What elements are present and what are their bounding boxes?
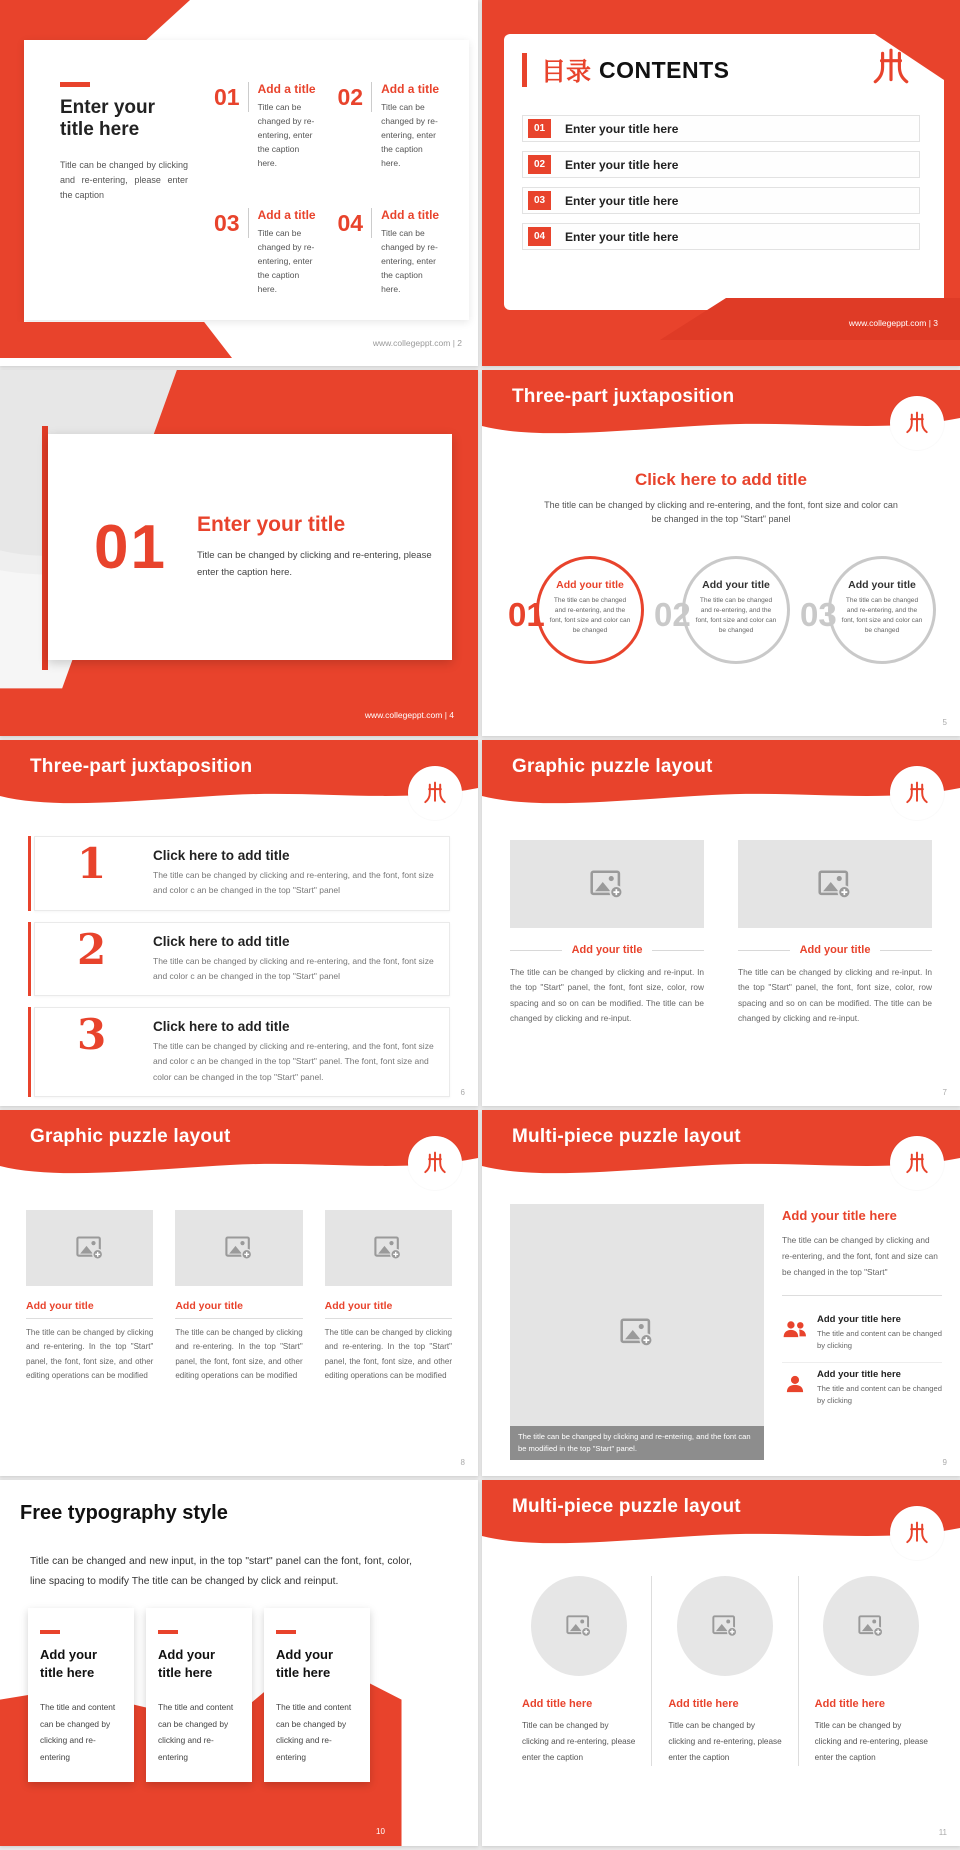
curved-header — [0, 1110, 478, 1190]
accent-bar — [522, 53, 527, 87]
column-caption: The title can be changed by clicking and re-input. In the top "Start" panel, the font, font size, color, row spacing and so on can be modified. The title can be changed by clicking and re-input. — [738, 967, 932, 1024]
column-caption: Title can be changed by clicking and re-entering, please enter the caption — [668, 1721, 782, 1762]
toc-number: 03 — [528, 191, 551, 210]
logo-bubble — [408, 766, 462, 820]
accent-dash — [158, 1630, 178, 1634]
page-number: 5 — [942, 718, 947, 727]
column-title: Add title here — [668, 1698, 739, 1710]
add-image-icon — [225, 1236, 253, 1260]
toc-label: Enter your title here — [565, 121, 679, 136]
toc-label: Enter your title here — [565, 229, 679, 244]
right-column-title: Add your title here — [782, 1208, 897, 1223]
slide-header-title: Graphic puzzle layout — [512, 756, 713, 777]
item-number: 03 — [214, 208, 249, 238]
slide1-title: Enter your title here — [60, 97, 156, 141]
add-image-icon — [818, 870, 852, 899]
add-image-icon — [858, 1615, 884, 1637]
feature-title: Add your title here — [817, 1313, 901, 1325]
university-emblem-icon — [904, 780, 930, 806]
divider-line — [510, 950, 562, 951]
circle-caption: The title can be changed and re-entering, and the font, font size and color can be changed — [549, 597, 631, 634]
divider-line — [26, 1318, 153, 1319]
image-placeholder — [738, 840, 932, 928]
divider-line — [738, 950, 790, 951]
image-placeholder — [823, 1576, 919, 1676]
page-number: 9 — [942, 1458, 947, 1467]
content-title: Click here to add title — [635, 470, 807, 489]
toc-label: Enter your title here — [565, 193, 679, 208]
card-caption: The title and content can be changed by clicking and re-entering — [276, 1702, 352, 1762]
slide-footer: www.collegeppt.com | 4 — [364, 710, 454, 720]
page-number: 11 — [938, 1828, 947, 1837]
divider-line — [175, 1318, 302, 1319]
text-card — [146, 1608, 252, 1782]
curved-header — [0, 740, 478, 820]
item-title: Add a title — [257, 208, 316, 222]
users-icon — [782, 1318, 808, 1340]
toc-row — [522, 187, 920, 214]
logo-bubble — [890, 766, 944, 820]
column-caption: The title can be changed by clicking and re-entering. In the top "Start" panel, the font, font size, and other editing operations can be modified — [26, 1328, 154, 1381]
content-subtitle: The title can be changed by clicking and re-entering, and the font, font size and color can be changed in the top "Start" panel — [544, 500, 898, 525]
red-footer-wedge — [0, 322, 232, 358]
toc-row — [522, 151, 920, 178]
red-corner-shape — [0, 0, 190, 40]
accent-dash — [276, 1630, 296, 1634]
list-item — [338, 208, 444, 320]
slide3-content-card — [48, 434, 452, 660]
slide-footer: www.collegeppt.com | 3 — [848, 318, 938, 328]
image-column — [325, 1210, 452, 1384]
item-title: Click here to add title — [153, 1019, 290, 1035]
card-caption: The title and content can be changed by clicking and re-entering — [158, 1702, 234, 1762]
circle-title: Add your title — [556, 579, 624, 591]
university-emblem-icon — [870, 46, 912, 88]
red-left-strip — [0, 0, 24, 358]
slide-header-title: Graphic puzzle layout — [30, 1126, 231, 1147]
circle-item — [508, 548, 654, 678]
image-placeholder — [677, 1576, 773, 1676]
toc-number: 04 — [528, 227, 551, 246]
toc-row — [522, 223, 920, 250]
item-caption: Title can be changed by re-entering, enter the caption here. — [257, 228, 315, 295]
card-title: Add your title here — [158, 1647, 216, 1680]
university-emblem-icon — [904, 1520, 930, 1546]
page-number: 8 — [460, 1458, 465, 1467]
user-icon — [782, 1373, 808, 1395]
add-image-icon — [620, 1318, 654, 1347]
column-title: Add title here — [522, 1698, 593, 1710]
slide-preview-2[interactable] — [482, 0, 960, 366]
circle-title: Add your title — [702, 579, 770, 591]
text-card — [28, 1608, 134, 1782]
contents-title-en: CONTENTS — [599, 56, 730, 83]
column-caption: Title can be changed by clicking and re-entering, please enter the caption — [522, 1721, 636, 1762]
add-image-icon — [566, 1615, 592, 1637]
circle-column — [798, 1576, 944, 1766]
slide-header-title: Three-part juxtaposition — [512, 386, 735, 407]
curved-header — [482, 740, 960, 820]
accent-dash — [60, 82, 90, 87]
curved-header — [482, 1110, 960, 1190]
item-title: Add a title — [381, 82, 440, 96]
university-emblem-icon — [904, 410, 930, 436]
slide1-content-card — [24, 40, 469, 320]
circle-caption: The title can be changed and re-entering, and the font, font size and color can be changed — [695, 597, 777, 634]
image-placeholder — [531, 1576, 627, 1676]
column-title: Add your title — [571, 944, 643, 956]
circle-caption: The title can be changed and re-entering, and the font, font size and color can be changed — [841, 597, 923, 634]
curved-header — [482, 1480, 960, 1560]
item-caption: The title can be changed by clicking and re-entering, and the font, font size and color c an be changed in the top "Start" panel — [153, 870, 434, 896]
item-caption: The title can be changed by clicking and re-entering, and the font, font size and color c an be changed in the top "Start" panel. The font, font size and color can be changed in the top "Start" panel. — [153, 1041, 434, 1082]
item-number: 3 — [77, 1010, 107, 1060]
toc-number: 01 — [528, 119, 551, 138]
item-title: Add a title — [257, 82, 316, 96]
column-title: Add your title — [799, 944, 871, 956]
page-number: 7 — [942, 1088, 947, 1097]
circle-column — [651, 1576, 797, 1766]
toc-number: 02 — [528, 155, 551, 174]
add-image-icon — [712, 1615, 738, 1637]
column-caption: The title can be changed by clicking and re-input. In the top "Start" panel, the font, font size, color, row spacing and so on can be modified. The title can be changed by clicking and re-input. — [510, 967, 704, 1024]
slide-header-title: Three-part juxtaposition — [30, 756, 253, 777]
image-column — [738, 840, 932, 1026]
circle-number: 02 — [654, 596, 691, 633]
item-caption: Title can be changed by re-entering, enter the caption here. — [257, 102, 315, 169]
column-caption: The title can be changed by clicking and re-entering. In the top "Start" panel, the font, font size, and other editing operations can be modified — [324, 1328, 452, 1381]
image-column — [510, 840, 704, 1026]
circle-number: 01 — [508, 596, 545, 633]
circle-column — [506, 1576, 651, 1766]
slide1-caption: Title can be changed by clicking and re-entering, please enter the caption — [60, 159, 188, 201]
slide-preview-1[interactable] — [0, 0, 478, 366]
right-column-caption: The title can be changed by clicking and re-entering, and the font, font and size can be changed in the top "Start" — [782, 1235, 938, 1278]
item-caption: Title can be changed by re-entering, enter the caption here. — [381, 102, 438, 169]
feature-caption: The title and content can be changed by clicking — [817, 1383, 942, 1405]
image-column — [26, 1210, 153, 1384]
image-placeholder — [510, 840, 704, 928]
section-caption: Title can be changed by clicking and re-entering, please enter the caption here. — [196, 549, 432, 578]
feature-item — [782, 1363, 942, 1417]
divider-line — [880, 950, 932, 951]
toc-row — [522, 115, 920, 142]
list-item — [214, 82, 320, 194]
university-emblem-icon — [422, 1150, 448, 1176]
circle-item — [654, 548, 800, 678]
item-number: 02 — [338, 82, 373, 112]
slide-preview-5[interactable] — [0, 740, 478, 1106]
slide9-title: Free typography style — [20, 1502, 228, 1524]
feature-caption: The title and content can be changed by clicking — [817, 1328, 942, 1350]
image-placeholder — [175, 1210, 302, 1286]
text-card — [264, 1608, 370, 1782]
slide-header-title: Multi-piece puzzle layout — [512, 1496, 741, 1517]
toc-label: Enter your title here — [565, 157, 679, 172]
logo-bubble — [890, 1506, 944, 1560]
feature-item — [782, 1308, 942, 1363]
image-placeholder — [26, 1210, 153, 1286]
section-title: Enter your title — [196, 512, 346, 536]
university-emblem-icon — [422, 780, 448, 806]
column-title: Add your title — [175, 1300, 243, 1312]
slide-preview-4[interactable] — [482, 370, 960, 736]
slide-preview-8[interactable] — [482, 1110, 960, 1476]
logo-bubble — [890, 396, 944, 450]
image-column — [175, 1210, 302, 1384]
numbered-item — [34, 836, 450, 911]
slide-preview-7[interactable] — [0, 1110, 478, 1476]
circle-title: Add your title — [848, 579, 916, 591]
item-number: 1 — [77, 839, 107, 888]
add-image-icon — [590, 870, 624, 899]
page-number: 6 — [460, 1088, 465, 1097]
item-number: 04 — [338, 208, 373, 238]
image-caption-bar: The title can be changed by clicking and re-entering, and the font can be modified in the top "Start" panel. — [510, 1426, 764, 1460]
add-image-icon — [374, 1236, 402, 1260]
slide-header-title: Multi-piece puzzle layout — [512, 1126, 741, 1147]
column-title: Add title here — [814, 1698, 885, 1710]
list-item — [338, 82, 444, 194]
section-number: 01 — [94, 512, 167, 582]
card-caption: The title and content can be changed by clicking and re-entering — [40, 1702, 116, 1762]
column-title: Add your title — [26, 1300, 94, 1312]
item-number: 01 — [214, 82, 249, 112]
circle-item — [800, 548, 946, 678]
curved-header — [482, 370, 960, 450]
card-title: Add your title here — [40, 1647, 98, 1680]
column-caption: The title can be changed by clicking and re-entering. In the top "Start" panel, the font, font size, and other editing operations can be modified — [175, 1328, 303, 1381]
item-number: 2 — [77, 924, 107, 974]
item-title: Add a title — [381, 208, 440, 222]
item-title: Click here to add title — [153, 848, 290, 863]
image-placeholder — [325, 1210, 452, 1286]
card-title: Add your title here — [276, 1647, 334, 1680]
image-placeholder — [510, 1204, 764, 1460]
slide9-intro: Title can be changed and new input, in the top "start" panel can the font, font, color, line spacing to modify The title can be changed by click and reinput. — [30, 1556, 412, 1588]
slide-preview-9[interactable] — [0, 1480, 478, 1846]
slide-footer: www.collegeppt.com | 2 — [372, 338, 462, 348]
numbered-item — [34, 1007, 450, 1097]
slide-preview-6[interactable] — [482, 740, 960, 1106]
slide-preview-3[interactable] — [0, 370, 478, 736]
column-caption: Title can be changed by clicking and re-entering, please enter the caption — [814, 1721, 928, 1762]
accent-dash — [40, 1630, 60, 1634]
item-caption: Title can be changed by re-entering, enter the caption here. — [381, 228, 438, 295]
divider-line — [782, 1295, 942, 1296]
add-image-icon — [76, 1236, 104, 1260]
item-caption: The title can be changed by clicking and re-entering, and the font, font size and color c an be changed in the top "Start" panel — [153, 955, 434, 981]
logo-bubble — [890, 1136, 944, 1190]
page-number: 10 — [376, 1827, 385, 1836]
university-emblem-icon — [904, 1150, 930, 1176]
feature-title: Add your title here — [817, 1368, 901, 1380]
list-item — [214, 208, 320, 320]
item-title: Click here to add title — [153, 933, 290, 949]
logo-bubble — [408, 1136, 462, 1190]
contents-title-cn: 目录 — [541, 58, 592, 86]
slide-preview-10[interactable] — [482, 1480, 960, 1846]
column-title: Add your title — [324, 1300, 393, 1312]
numbered-item — [34, 922, 450, 997]
circle-number: 03 — [800, 596, 837, 633]
divider-line — [652, 950, 704, 951]
divider-line — [325, 1318, 452, 1319]
